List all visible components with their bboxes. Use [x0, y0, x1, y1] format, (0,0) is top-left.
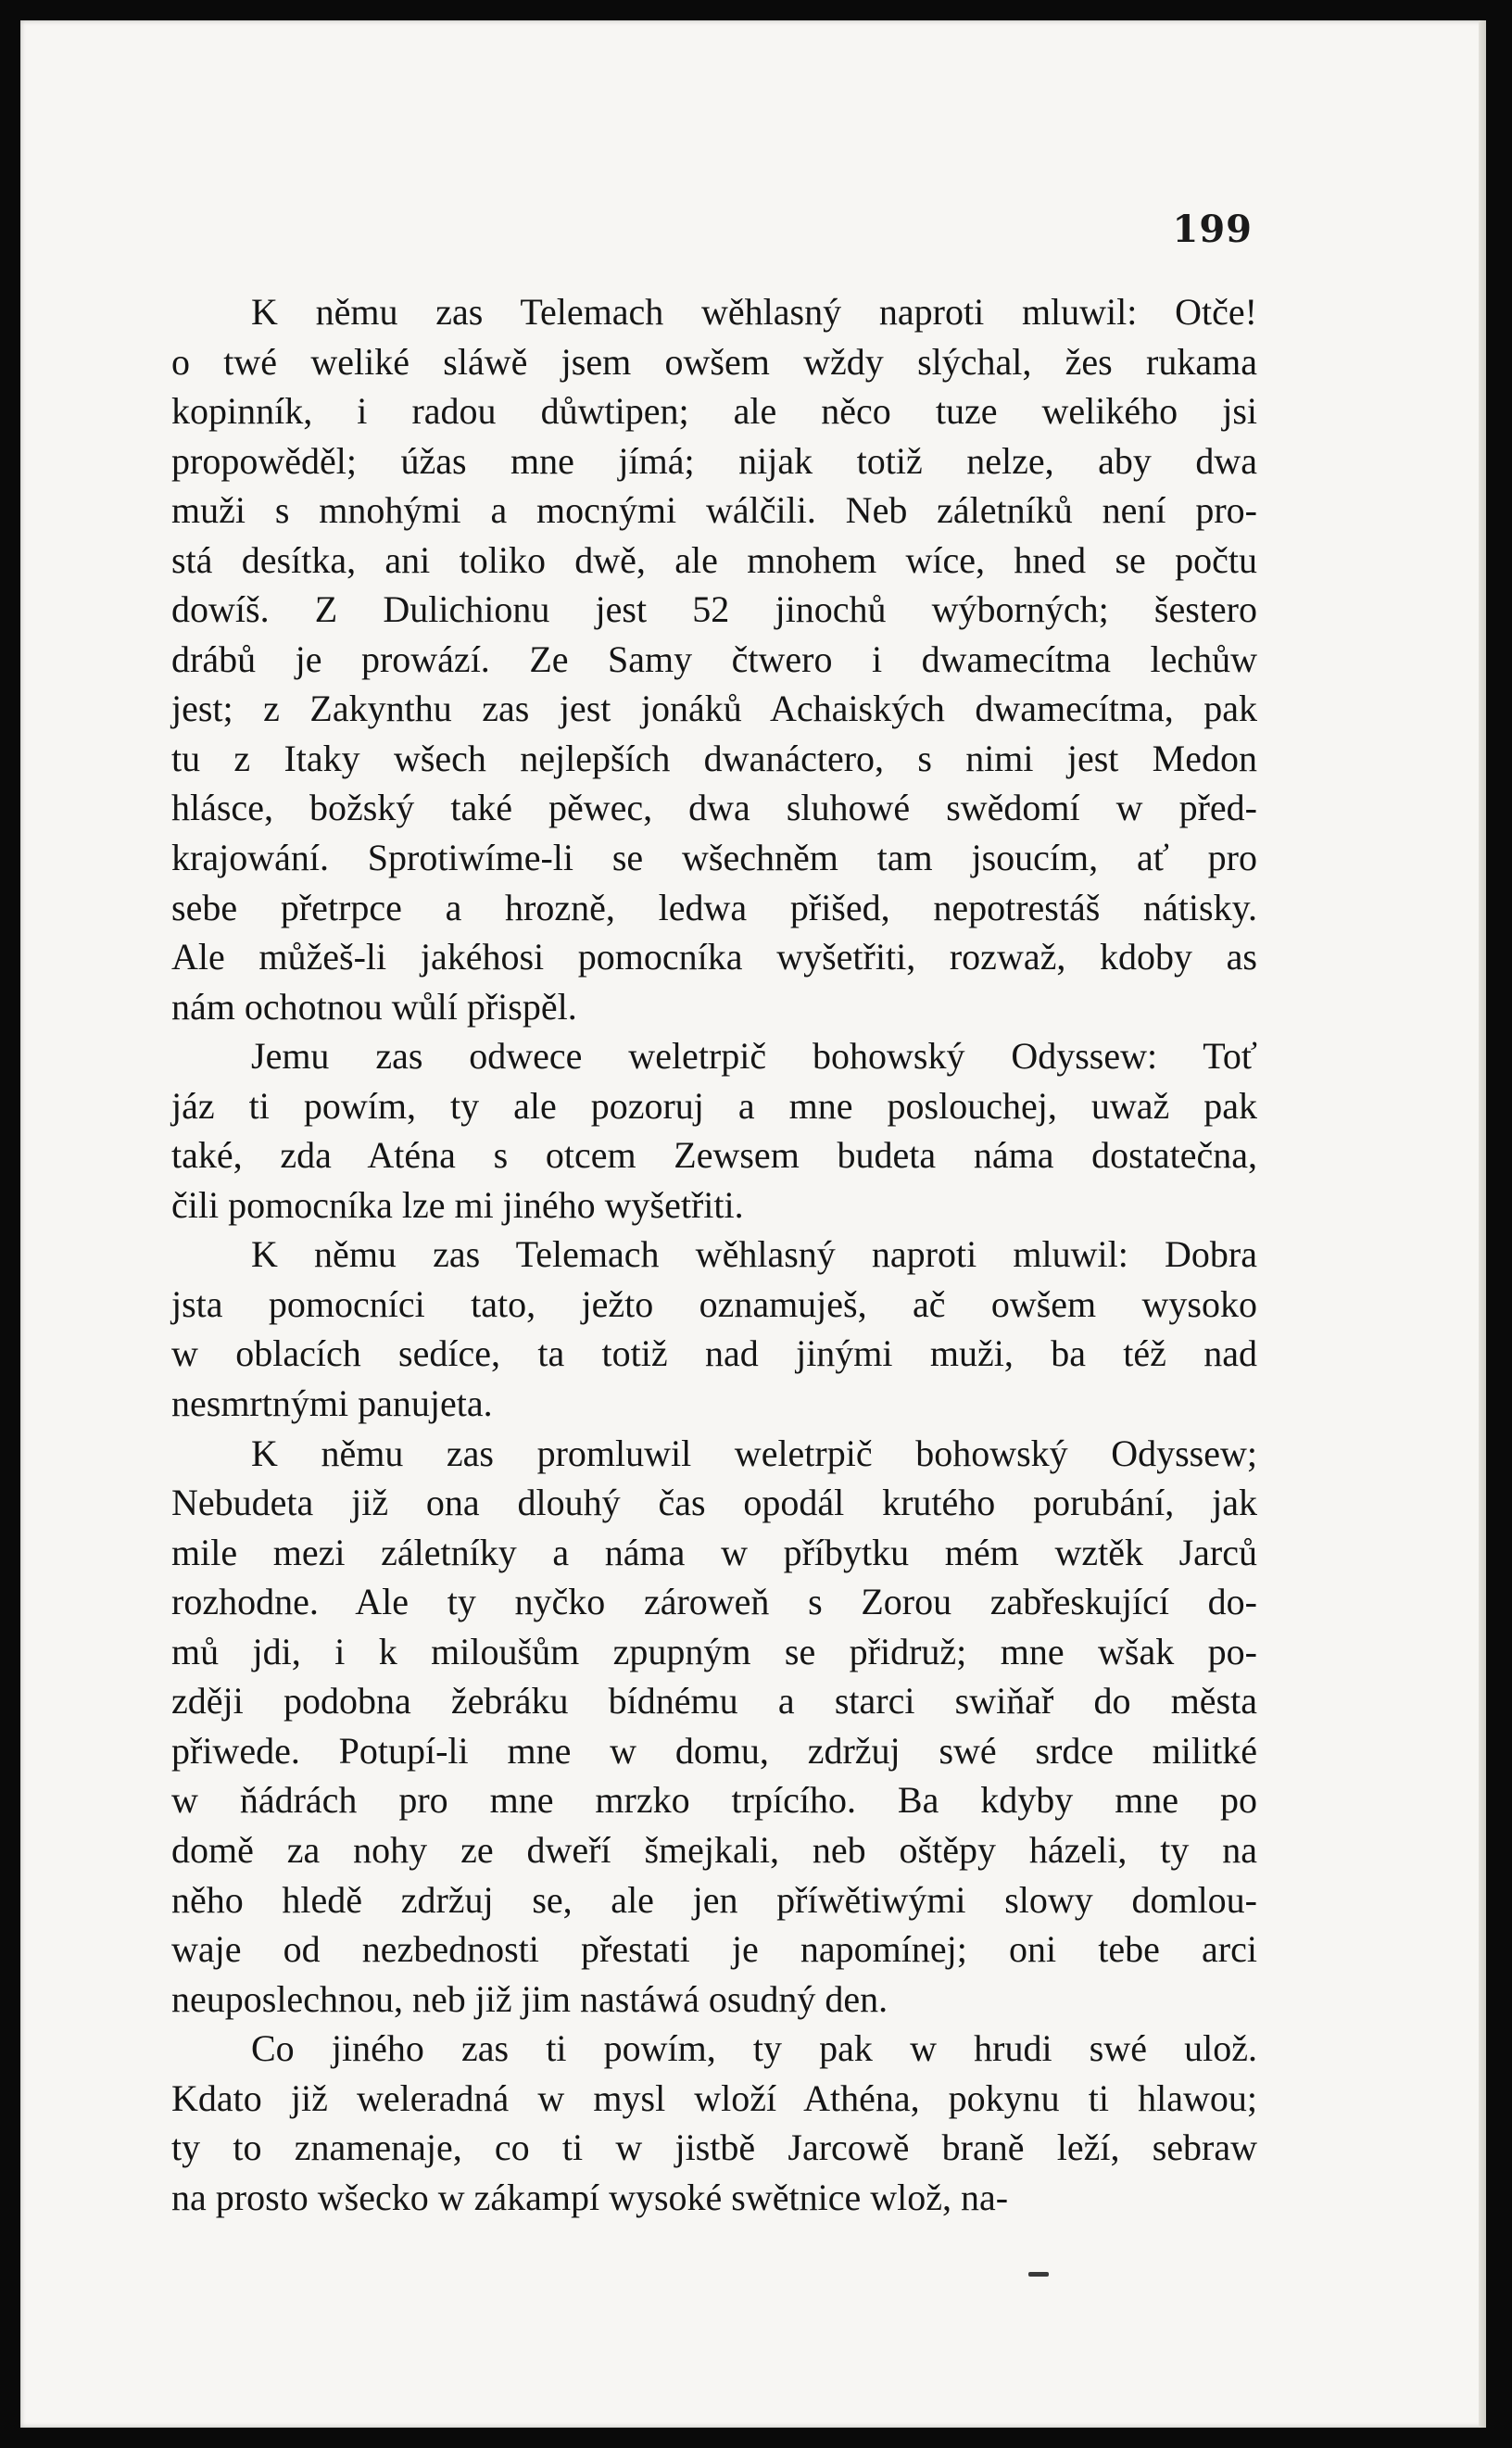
text-line: kopinník, i radou důwtipen; ale něco tuze welikého jsi: [171, 390, 1257, 433]
text-line: jáz ti powím, ty ale pozoruj a mne poslouchej, uwaž pak: [171, 1084, 1257, 1127]
text-line: mů jdi, i k miloušům zpupným se přidruž; mne wšak po-: [171, 1630, 1257, 1672]
text-line: domě za nohy ze dweří šmejkali, neb oštěpy házeli, ty na: [171, 1828, 1257, 1871]
paragraph-1: [171, 287, 1257, 1031]
bottom-dash-mark: [1028, 2272, 1049, 2277]
text-line: rozhodne. Ale ty nyčko zároweň s Zorou zabřeskující do-: [171, 1581, 1257, 1623]
text-line: jsta pomocníci tato, ježto oznamuješ, ač owšem wysoko: [171, 1282, 1257, 1325]
text-line: krajowání. Sprotiwíme-li se wšechněm tam jsoucím, ať pro: [171, 837, 1257, 879]
paragraph-4: [171, 1429, 1257, 2025]
text-line: přiwede. Potupí-li mne w domu, zdržuj swé srdce militké: [171, 1729, 1257, 1772]
text-line: K němu zas Telemach wěhlasný naproti mluwil: Otče!: [251, 291, 1257, 333]
text-line: w oblacích sedíce, ta totiž nad jinými muži, ba též nad: [171, 1332, 1257, 1375]
text-line: nesmrtnými panujeta.: [171, 1382, 493, 1425]
text-line: Co jiného zas ti powím, ty pak w hrudi swé ulož.: [251, 2027, 1257, 2070]
text-line: sebe přetrpce a hrozně, ledwa přišed, nepotrestáš nátisky.: [171, 886, 1257, 928]
paragraph-3: [171, 1230, 1257, 1428]
text-line: K němu zas Telemach wěhlasný naproti mluwil: Dobra: [251, 1233, 1257, 1276]
text-line: mile mezi záletníky a náma w příbytku mém wztěk Jarců: [171, 1531, 1257, 1573]
text-line: něho hledě zdržuj se, ale jen příwětiwými slowy domlou-: [171, 1878, 1257, 1921]
page-number: 199: [1172, 208, 1253, 251]
text-line: tu z Itaky wšech nejlepších dwanáctero, s nimi jest Medon: [171, 737, 1257, 779]
text-line: zději podobna žebráku bídnému a starci swiňař do města: [171, 1680, 1257, 1722]
book-page: [20, 20, 1486, 2428]
text-line: propowěděl; úžas mne jímá; nijak totiž nelze, aby dwa: [171, 439, 1257, 482]
text-line: hlásce, božský také pěwec, dwa sluhowé swědomí w před-: [171, 787, 1257, 829]
text-line: ty to znamenaje, co ti w jistbě Jarcowě braně leží, sebraw: [171, 2126, 1257, 2169]
text-line: čili pomocníka lze mi jiného wyšetřiti.: [171, 1183, 744, 1226]
paragraph-2: [171, 1031, 1257, 1230]
page-edge-shadow: [1479, 20, 1486, 2428]
text-line: Nebudeta již ona dlouhý čas opodál krutého porubání, jak: [171, 1482, 1257, 1524]
paragraph-5: [171, 2024, 1257, 2222]
text-line: také, zda Aténa s otcem Zewsem budeta náma dostatečna,: [171, 1134, 1257, 1177]
body-text: [171, 287, 1257, 2222]
text-line: jest; z Zakynthu zas jest jonáků Achaiských dwamecítma, pak: [171, 688, 1257, 730]
text-line: na prosto wšecko w zákampí wysoké swětnice wlož, na-: [171, 2176, 1009, 2218]
text-line: neuposlechnou, neb již jim nastáwá osudný den.: [171, 1977, 888, 2020]
text-line: K němu zas promluwil weletrpič bohowský Odyssew;: [251, 1432, 1257, 1474]
text-line: Jemu zas odwece weletrpič bohowský Odyssew: Toť: [251, 1035, 1257, 1078]
text-line: o twé weliké sláwě jsem owšem wždy slýchal, žes rukama: [171, 340, 1257, 383]
text-line: waje od nezbednosti přestati je napomínej; oni tebe arci: [171, 1928, 1257, 1971]
text-line: muži s mnohými a mocnými wálčili. Neb záletníků není pro-: [171, 489, 1257, 532]
text-line: nám ochotnou wůlí přispěl.: [171, 985, 577, 1028]
text-line: stá desítka, ani toliko dwě, ale mnohem wíce, hned se počtu: [171, 538, 1257, 581]
text-line: Ale můžeš-li jakéhosi pomocníka wyšetřiti, rozwaž, kdoby as: [171, 936, 1257, 978]
text-line: Kdato již weleradná w mysl wloží Athéna, pokynu ti hlawou;: [171, 2076, 1257, 2119]
text-line: w ňádrách pro mne mrzko trpícího. Ba kdyby mne po: [171, 1779, 1257, 1822]
text-line: drábů je prowází. Ze Samy čtwero i dwamecítma lechůw: [171, 637, 1257, 680]
text-line: dowíš. Z Dulichionu jest 52 jinochů wýborných; šestero: [171, 588, 1257, 631]
